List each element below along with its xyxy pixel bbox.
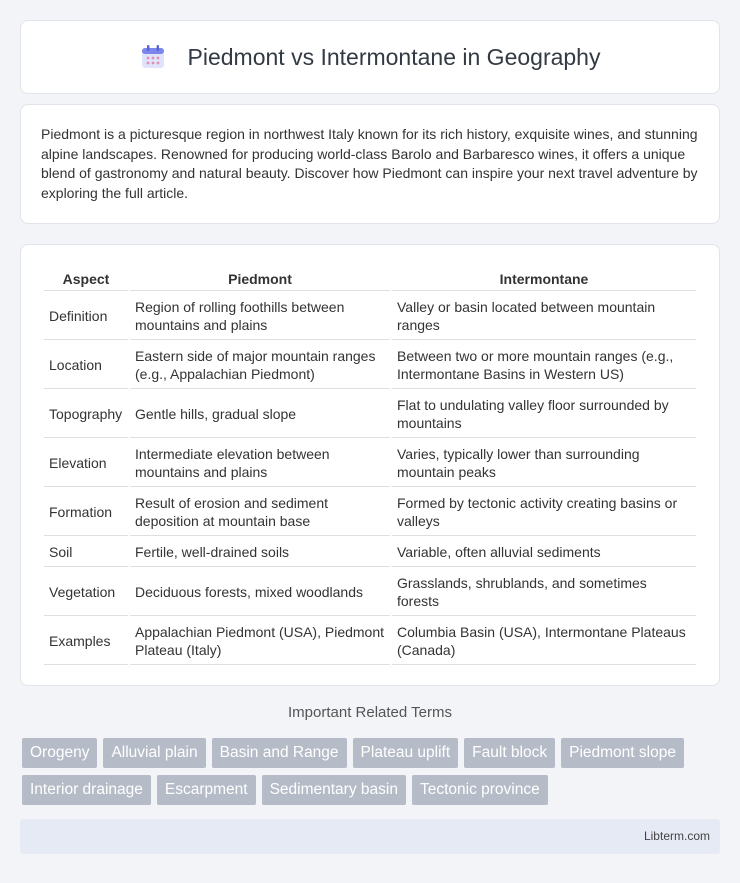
term-tag[interactable]: Escarpment: [157, 775, 256, 805]
cell-intermontane: Grasslands, shrublands, and sometimes forests: [392, 569, 696, 616]
cell-piedmont: Appalachian Piedmont (USA), Piedmont Plateau (Italy): [130, 618, 390, 665]
table-row: [44, 440, 696, 487]
related-terms-list: [22, 738, 722, 805]
cell-aspect: Examples: [44, 618, 128, 665]
column-header-aspect: Aspect: [44, 267, 128, 291]
cell-intermontane: Valley or basin located between mountain ranges: [392, 293, 696, 340]
cell-aspect: Formation: [44, 489, 128, 536]
cell-intermontane: Formed by tectonic activity creating basins or valleys: [392, 489, 696, 536]
page-title: Piedmont vs Intermontane in Geography: [187, 43, 601, 70]
header-card: [20, 20, 720, 94]
column-header-piedmont: Piedmont: [130, 267, 390, 291]
term-tag[interactable]: Sedimentary basin: [262, 775, 406, 805]
table-row: [44, 489, 696, 536]
term-tag[interactable]: Interior drainage: [22, 775, 151, 805]
cell-aspect: Elevation: [44, 440, 128, 487]
cell-intermontane: Variable, often alluvial sediments: [392, 538, 696, 567]
comparison-card: [20, 244, 720, 686]
table-row: [44, 538, 696, 567]
cell-intermontane: Between two or more mountain ranges (e.g., Intermontane Basins in Western US): [392, 342, 696, 389]
cell-piedmont: Fertile, well-drained soils: [130, 538, 390, 567]
cell-piedmont: Gentle hills, gradual slope: [130, 391, 390, 438]
calendar-icon: [140, 44, 166, 70]
comparison-table: [42, 265, 698, 667]
term-tag[interactable]: Orogeny: [22, 738, 97, 768]
cell-aspect: Vegetation: [44, 569, 128, 616]
intro-card: [20, 104, 720, 224]
term-tag[interactable]: Tectonic province: [412, 775, 548, 805]
column-header-intermontane: Intermontane: [392, 267, 696, 291]
cell-piedmont: Intermediate elevation between mountains and plains: [130, 440, 390, 487]
cell-piedmont: Deciduous forests, mixed woodlands: [130, 569, 390, 616]
term-tag[interactable]: Plateau uplift: [353, 738, 459, 768]
table-row: [44, 569, 696, 616]
cell-intermontane: Columbia Basin (USA), Intermontane Plateaus (Canada): [392, 618, 696, 665]
intro-text: Piedmont is a picturesque region in northwest Italy known for its rich history, exquisite wines, and stunning alpine landscapes. Renowned for producing world-class Barolo and Barbaresco wines, it offers a unique blend of gastronomy and natural beauty. Discover how Piedmont can inspire your next travel adventure by exploring the full article.: [41, 126, 698, 201]
cell-piedmont: Region of rolling foothills between mountains and plains: [130, 293, 390, 340]
footer: [20, 819, 720, 854]
table-header-row: [44, 267, 696, 291]
term-tag[interactable]: Basin and Range: [212, 738, 347, 768]
cell-aspect: Definition: [44, 293, 128, 340]
cell-intermontane: Flat to undulating valley floor surrounded by mountains: [392, 391, 696, 438]
cell-aspect: Location: [44, 342, 128, 389]
cell-piedmont: Eastern side of major mountain ranges (e.g., Appalachian Piedmont): [130, 342, 390, 389]
cell-piedmont: Result of erosion and sediment deposition at mountain base: [130, 489, 390, 536]
cell-aspect: Soil: [44, 538, 128, 567]
table-row: [44, 391, 696, 438]
term-tag[interactable]: Fault block: [464, 738, 555, 768]
related-terms-title: Important Related Terms: [288, 704, 452, 721]
table-row: [44, 618, 696, 665]
term-tag[interactable]: Piedmont slope: [561, 738, 684, 768]
cell-intermontane: Varies, typically lower than surrounding mountain peaks: [392, 440, 696, 487]
footer-brand-link[interactable]: Libterm.com: [643, 829, 710, 843]
term-tag[interactable]: Alluvial plain: [103, 738, 205, 768]
table-row: [44, 342, 696, 389]
table-row: [44, 293, 696, 340]
cell-aspect: Topography: [44, 391, 128, 438]
